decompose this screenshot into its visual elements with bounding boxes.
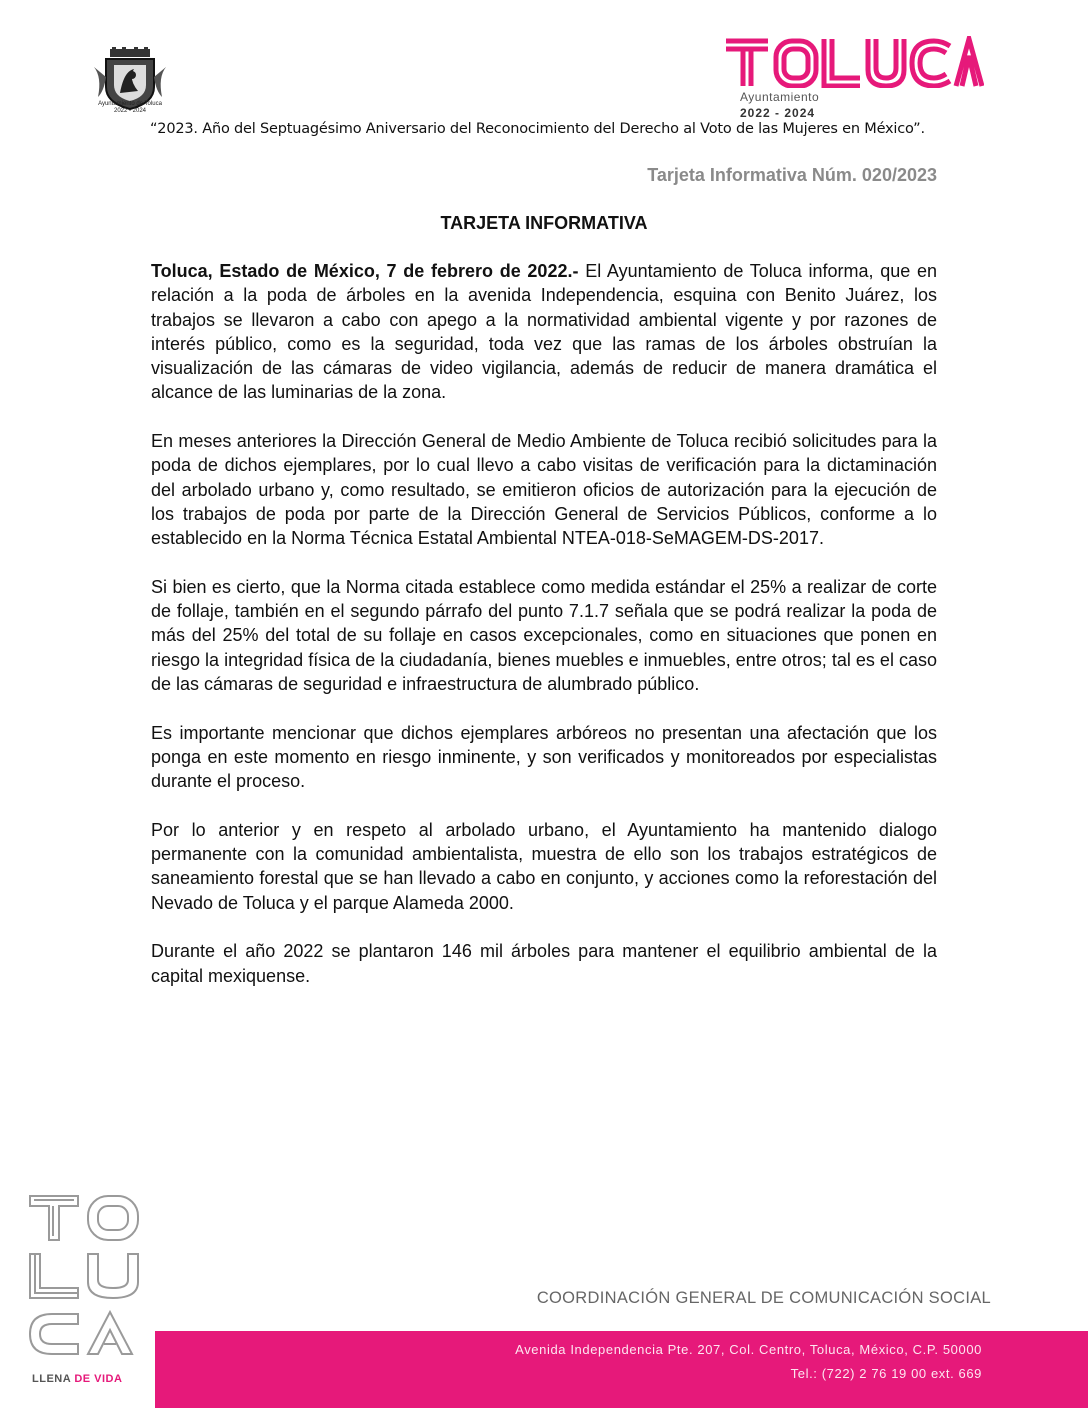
document-body: [151, 259, 937, 1012]
footer-slogan: [32, 1373, 122, 1385]
footer-address: Avenida Independencia Pte. 207, Col. Centro, Toluca, México, C.P. 50000: [515, 1342, 982, 1357]
paragraph-1: [151, 259, 937, 405]
paragraph-3: Si bien es cierto, que la Norma citada establece como medida estándar el 25% a realizar de corte de follaje, también en el segundo párrafo del punto 7.1.7 señala que se podrá realizar la poda de más del 25% del total de su follaje en casos excepcionales, como en situaciones que ponen en riesgo la integridad física de la ciudadanía, bienes muebles e inmuebles, entre otros; tal es el caso de las cámaras de seguridad e infraestructura de alumbrado público.: [151, 576, 937, 695]
department-name: COORDINACIÓN GENERAL DE COMUNICACIÓN SOCIAL: [536, 1289, 991, 1307]
dateline: Toluca, Estado de México, 7 de febrero de 2022.-: [151, 261, 579, 281]
year-motto: “2023. Año del Septuagésimo Aniversario del Reconocimiento del Derecho al Voto de las Mujeres en México”.: [150, 121, 925, 137]
logo-subtitle: Ayuntamiento: [740, 90, 820, 104]
footer-phone: Tel.: (722) 2 76 19 00 ext. 669: [790, 1366, 982, 1381]
paragraph-6: Durante el año 2022 se plantaron 146 mil árboles para mantener el equilibrio ambiental de la capital mexiquense.: [151, 941, 937, 986]
paragraph-1-text: El Ayuntamiento de Toluca informa, que en relación a la poda de árboles en la avenida Independencia, esquina con Benito Juárez, los trabajos se llevaron a cabo con apego a la normatividad ambiental vigente y por razones de interés público, como es la seguridad, toda vez que las ramas de los árboles obstruían la visualización de las cámaras de video vigilancia, además de reducir de manera dramática el alcance de las luminarias de la zona.: [151, 261, 937, 403]
card-number: Tarjeta Informativa Núm. 020/2023: [647, 165, 937, 185]
slogan-part1: LLENA: [32, 1373, 71, 1385]
paragraph-4: Es importante mencionar que dichos ejemplares arbóreos no presentan una afectación que los ponga en este momento en riesgo inminente, y son verificados y monitoreados por especialistas durante el proceso.: [151, 722, 937, 792]
paragraph-2: En meses anteriores la Dirección General de Medio Ambiente de Toluca recibió solicitudes para la poda de dichos ejemplares, por lo cual llevo a cabo visitas de verificación para la dictaminación del arbolado urbano y, como resultado, se emitieron oficios de autorización para la ejecución de los trabajos de poda por parte de la Dirección General de Servicios Públicos, conforme a lo establecido en la Norma Técnica Estatal Ambiental NTEA-018-SeMAGEM-DS-2017.: [151, 431, 937, 549]
seal-caption-line1: Ayuntamiento de Toluca: [98, 101, 162, 107]
toluca-logo: [724, 36, 984, 88]
document-title: TARJETA INFORMATIVA: [440, 213, 648, 233]
slogan-part2: DE VIDA: [74, 1373, 123, 1385]
seal-caption-line2: 2022 - 2024: [113, 108, 147, 114]
logo-years: 2022 - 2024: [740, 106, 816, 120]
paragraph-5: Por lo anterior y en respeto al arbolado urbano, el Ayuntamiento ha mantenido dialogo permanente con la comunidad ambientalista, muestra de ello son los trabajos estratégicos de saneamiento forestal que se han llevado a cabo en conjunto, y acciones como la reforestación del Nevado de Toluca y el parque Alameda 2000.: [151, 819, 937, 913]
seal-caption: [88, 101, 172, 115]
footer-toluca-logo: [28, 1194, 140, 1374]
